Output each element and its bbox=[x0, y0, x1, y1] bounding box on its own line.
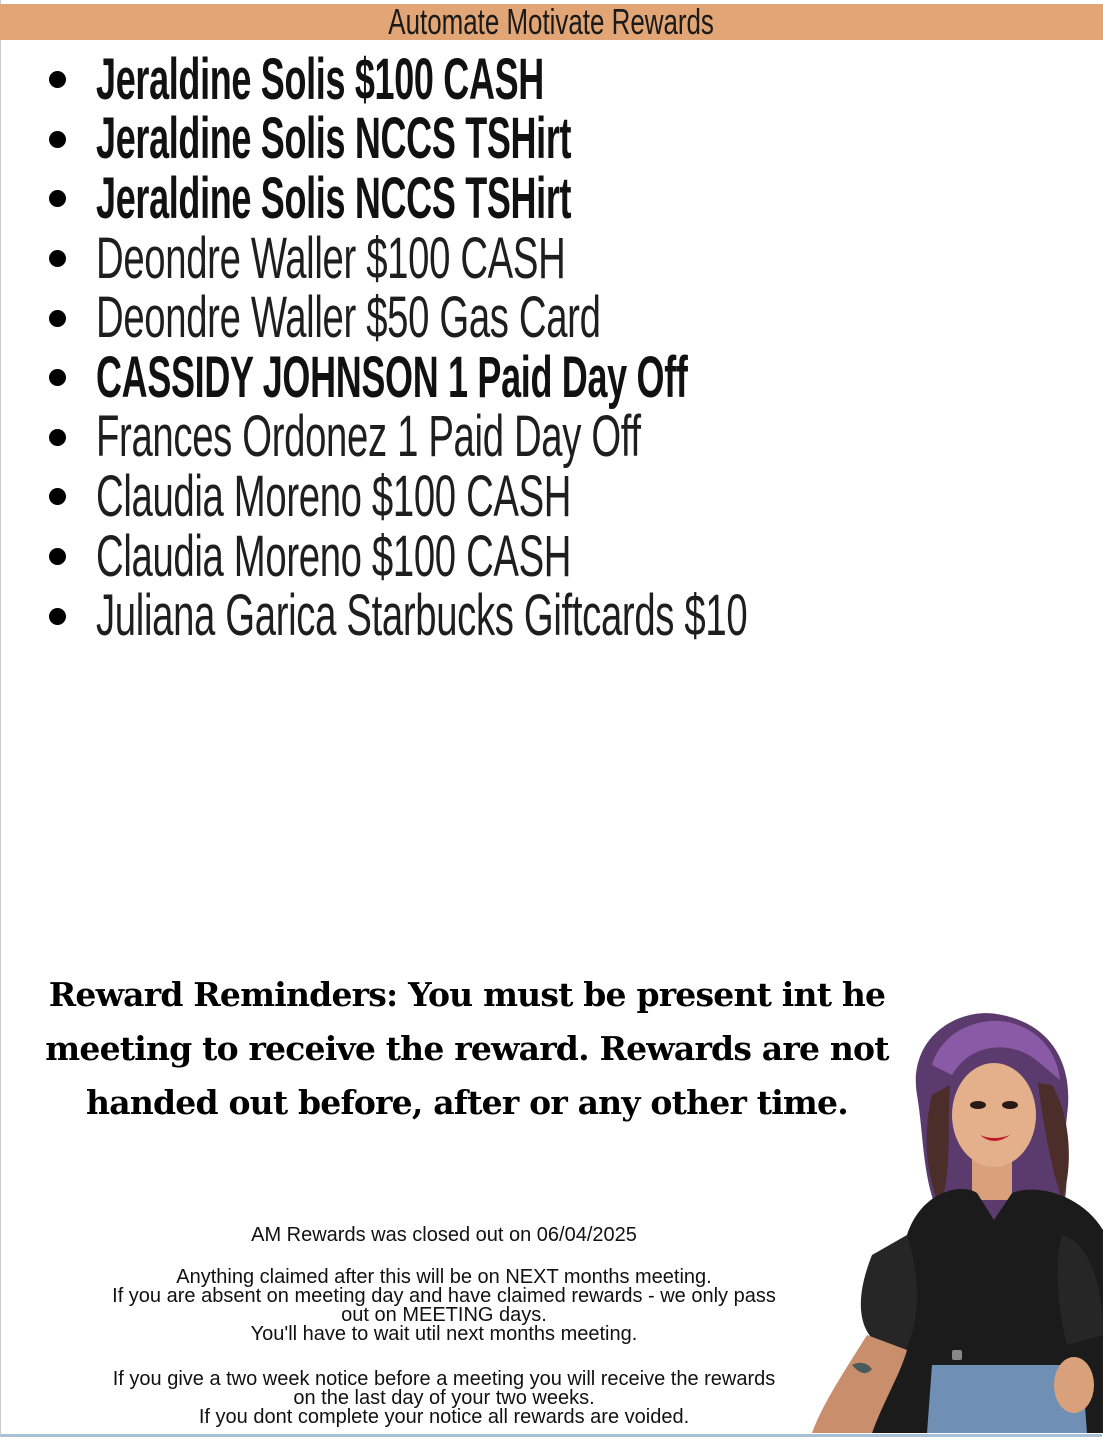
reward-reminder bbox=[30, 968, 904, 1130]
reminder-line: handed out before, after or any other time. bbox=[86, 1083, 848, 1122]
bullet-icon bbox=[49, 250, 66, 267]
header-bar bbox=[0, 1, 1103, 42]
rewards-list bbox=[42, 46, 1083, 649]
reminder-line: Reward Reminders: You must be present int he bbox=[48, 975, 886, 1014]
policy-line: If you dont complete your notice all rewards are voided. bbox=[198, 1406, 690, 1428]
bullet-icon bbox=[49, 190, 66, 207]
page-title: Automate Motivate Rewards bbox=[388, 1, 715, 42]
bullet-icon bbox=[49, 369, 66, 386]
reward-entry: Jeraldine Solis NCCS TSHirt bbox=[96, 165, 572, 231]
reminder-line: meeting to receive the reward. Rewards are not bbox=[45, 1029, 889, 1068]
bullet-icon bbox=[49, 608, 66, 625]
list-item bbox=[42, 46, 1083, 112]
bullet-icon bbox=[49, 488, 66, 505]
claim-policy bbox=[0, 1268, 888, 1344]
policy-line: on the last day of your two weeks. bbox=[293, 1387, 595, 1409]
list-item bbox=[42, 344, 1083, 410]
list-item bbox=[42, 165, 1083, 231]
policy-line: If you give a two week notice before a meeting you will receive the rewards bbox=[112, 1368, 776, 1390]
notice-policy bbox=[0, 1370, 888, 1427]
policy-line: You'll have to wait util next months meeting. bbox=[250, 1323, 638, 1345]
bullet-icon bbox=[49, 310, 66, 327]
closed-out-notice: AM Rewards was closed out on 06/04/2025 bbox=[251, 1224, 637, 1246]
list-item bbox=[42, 285, 1083, 351]
bullet-icon bbox=[49, 429, 66, 446]
list-item bbox=[42, 463, 1083, 529]
reward-entry: Deondre Waller $50 Gas Card bbox=[96, 285, 601, 351]
policy-line: out on MEETING days. bbox=[341, 1304, 547, 1326]
reward-entry: Jeraldine Solis $100 CASH bbox=[96, 46, 544, 112]
bullet-icon bbox=[49, 548, 66, 565]
list-item bbox=[42, 583, 1083, 649]
reward-entry: CASSIDY JOHNSON 1 Paid Day Off bbox=[96, 344, 688, 410]
policy-line: Anything claimed after this will be on NEXT months meeting. bbox=[176, 1266, 712, 1288]
policy-line: If you are absent on meeting day and have claimed rewards - we only pass bbox=[112, 1285, 776, 1307]
reward-entry: Frances Ordonez 1 Paid Day Off bbox=[96, 404, 641, 470]
person-photo bbox=[812, 1005, 1103, 1433]
bullet-icon bbox=[49, 71, 66, 88]
list-item bbox=[42, 225, 1083, 291]
reward-entry: Deondre Waller $100 CASH bbox=[96, 225, 566, 291]
list-item bbox=[42, 404, 1083, 470]
bullet-icon bbox=[49, 131, 66, 148]
list-item bbox=[42, 106, 1083, 172]
reward-entry: Claudia Moreno $100 CASH bbox=[96, 523, 572, 589]
list-item bbox=[42, 523, 1083, 589]
reward-entry: Juliana Garica Starbucks Giftcards $10 bbox=[96, 583, 748, 649]
reward-entry: Claudia Moreno $100 CASH bbox=[96, 463, 572, 529]
reward-entry: Jeraldine Solis NCCS TSHirt bbox=[96, 106, 572, 172]
